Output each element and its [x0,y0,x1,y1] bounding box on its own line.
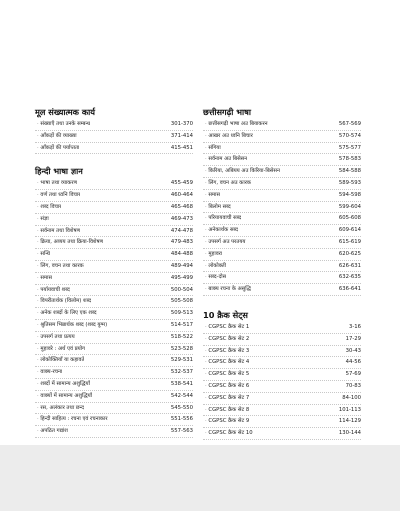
toc-entry-page-range: 455-459 [170,180,193,187]
toc-entry [203,225,361,237]
toc-entry [203,154,361,166]
toc-entry [35,119,193,131]
toc-entry [203,190,361,202]
toc-entry-page-range: 542-544 [170,392,193,399]
toc-entry [203,381,361,393]
toc-entry-page-range: 30-43 [345,347,361,354]
toc-entry [35,367,193,379]
toc-entry-title: · बिलोम सब्द [203,202,231,213]
toc-entry-page-range: 57-69 [345,371,361,378]
toc-entry [203,143,361,155]
toc-entry-page-range: 578-583 [338,156,361,163]
toc-entry [203,249,361,261]
toc-entry-page-range: 523-528 [170,345,193,352]
toc-entry-title: · विपरीतार्थक (विलोम) शब्द [35,296,91,307]
toc-entry [203,334,361,346]
toc-entry-title: · लोकोक्तियाँ या कहावतें [35,355,84,366]
toc-entry-title: · शब्दों में सामान्य अशुद्धियाँ [35,379,90,390]
toc-entry [35,214,193,226]
toc-entry-title: · क्रिया, अव्यय तथा क्रिया-विशेषण [35,237,103,248]
toc-entry [35,261,193,273]
toc-entry-title: · पर्यायवाची शब्द [35,285,70,296]
toc-entry-page-range: 500-504 [170,286,193,293]
toc-entry-title: · शब्द विचार [35,202,61,213]
section-title-chhattisgarhi: छत्तीसगढ़ी भाषा [203,107,251,117]
toc-entry-page-range: 3-16 [348,323,361,330]
toc-entry-title: · आँकड़ों की व्याख्या [35,131,77,142]
toc-entry-page-range: 509-513 [170,310,193,317]
toc-entry-title: · संज्ञा [35,214,49,225]
toc-entry-page-range: 479-483 [170,239,193,246]
toc-entry-page-range: 620-625 [338,250,361,257]
toc-entry-title: · लिंग, वचन तथा कारक [35,261,84,272]
toc-entry-title: · आखर अउ ध्वनि बिचार [203,131,253,142]
toc-entry-title: · सन्धि [35,249,50,260]
toc-entry [35,273,193,285]
toc-entry-page-range: 465-468 [170,203,193,210]
toc-entry-title: · CGPSC क्रैक सेट 6 [203,381,249,392]
toc-entry-page-range: 557-563 [170,428,193,435]
toc-entry [203,237,361,249]
toc-entry [35,285,193,297]
toc-entry-title: · वर्ण तथा ध्वनि विचार [35,190,80,201]
toc-entry [203,416,361,428]
toc-entry-title: · श्रुतिसम भिन्नार्थक शब्द (शब्द युग्म) [35,320,107,331]
toc-entry-page-range: 636-641 [338,286,361,293]
toc-entry-page-range: 484-488 [170,251,193,258]
toc-entry-page-range: 584-588 [338,168,361,175]
toc-entry-title: · अनेक शब्दों के लिए एक शब्द [35,308,97,319]
toc-entry-page-range: 538-541 [170,380,193,387]
toc-entry-title: · भाषा तथा व्याकरण [35,178,77,189]
toc-entry [35,143,193,155]
toc-entry-title: · CGPSC क्रैक सेट 1 [203,322,249,333]
toc-entry [35,403,193,415]
toc-entry-page-range: 609-614 [338,227,361,234]
toc-entry-page-range: 371-414 [170,132,193,139]
toc-entry [35,391,193,403]
toc-entry [203,178,361,190]
toc-entry-page-range: 567-569 [338,121,361,127]
toc-entry-page-range: 301-370 [170,121,193,127]
bottom-margin-band [0,445,400,511]
toc-entry [203,405,361,417]
toc-entry [203,357,361,369]
toc-entry-title: · CGPSC क्रैक सेट 2 [203,334,249,345]
toc-entry [203,284,361,296]
toc-entry-title: · सब्द-दोस [203,272,226,283]
toc-entry-title: · मुहावरे : अर्थ एवं प्रयोग [35,344,85,355]
toc-entry [35,226,193,238]
toc-entry-title: · परियायवाची सब्द [203,213,241,224]
toc-entry-page-range: 84-100 [342,394,361,401]
toc-entry-title: · लिंग, वचन अउ कारक [203,178,251,189]
toc-entry [203,272,361,284]
toc-entry [35,308,193,320]
toc-entry-title: · समास [203,190,220,201]
toc-entry-title: · समास [35,273,52,284]
toc-entry-title: · सर्वनाम तथा विशेषण [35,226,80,237]
toc-entry [203,261,361,273]
toc-entry-page-range: 489-494 [170,262,193,269]
toc-entry-page-range: 17-29 [345,335,361,342]
toc-entry-page-range: 495-499 [170,274,193,281]
toc-entry-page-range: 518-522 [170,333,193,340]
toc-entry-title: · उपसर्ग तथा प्रत्यय [35,332,75,343]
toc-entry [203,393,361,405]
toc-entry-page-range: 460-464 [170,192,193,199]
toc-entry-page-range: 474-478 [170,227,193,234]
toc-entry [35,296,193,308]
toc-entry-title: · छत्तीसगढ़ी भाषा अउ बियाकरन [203,119,268,130]
toc-entry-title: · संख्याएँ तथा उनके सम्बन्ध [35,119,90,130]
toc-entry-title: · CGPSC क्रैक सेट 9 [203,416,249,427]
toc-entry-title: · वाक्य-रचना [35,367,62,378]
toc-entry [203,119,361,131]
toc-entry [35,237,193,249]
toc-entry-title: · CGPSC क्रैक सेट 5 [203,369,249,380]
toc-entry-page-range: 575-577 [338,144,361,151]
toc-entry-page-range: 599-604 [338,203,361,210]
toc-entry-title: · वाक्यों में सामान्य अशुद्धियाँ [35,391,92,402]
toc-entry-page-range: 589-593 [338,179,361,186]
toc-entry-page-range: 605-608 [338,215,361,222]
section-title-numerical: मूल संख्यात्मक कार्य [35,107,95,117]
toc-entry-page-range: 632-635 [338,274,361,281]
toc-entry-page-range: 469-473 [170,215,193,222]
toc-entry-title: · संगिया [203,143,221,154]
toc-entry-title: · लोकोक्ती [203,261,226,272]
toc-entry-title: · CGPSC क्रैक सेट 10 [203,428,253,439]
toc-entry [203,213,361,225]
toc-right-column [203,106,361,440]
toc-entry-page-range: 615-619 [338,238,361,245]
toc-entry-title: · CGPSC क्रैक सेट 8 [203,405,249,416]
toc-list-chhattisgarhi [203,119,361,296]
toc-entry [35,131,193,143]
toc-entry-page-range: 529-531 [170,357,193,364]
toc-entry [35,344,193,356]
toc-entry-title: · उपसर्ग अउ परतयय [203,237,246,248]
toc-entry [35,178,193,190]
toc-entry [35,332,193,344]
toc-entry-title: · CGPSC क्रैक सेट 4 [203,357,249,368]
toc-entry-page-range: 551-556 [170,416,193,423]
toc-left-column [35,106,193,438]
section-title-crack-sets: 10 क्रैक सेट्स [203,309,248,320]
toc-entry-page-range: 594-598 [338,191,361,198]
toc-entry-title: · सर्वनाम अउ बिसेसन [203,154,247,165]
toc-entry-page-range: 101-113 [338,406,361,413]
toc-entry [203,428,361,440]
toc-entry [35,190,193,202]
toc-entry-title: · हिन्दी साहित्य : रचना एवं रचनाकार [35,414,108,425]
section-title-hindi: हिन्दी भाषा ज्ञान [35,166,83,177]
toc-entry [35,249,193,261]
toc-entry-title: · बाक्य रचना के असुद्धि [203,284,251,295]
toc-list-numerical [35,119,193,154]
toc-entry-title: · आँकड़ों की पर्याप्तता [35,143,79,154]
toc-entry-page-range: 545-550 [170,404,193,411]
toc-entry [35,320,193,332]
toc-entry-title: · मुहावरा [203,249,222,260]
toc-list-hindi [35,178,193,438]
toc-entry [203,202,361,214]
toc-entry [35,414,193,426]
toc-entry [203,322,361,334]
toc-entry-title: · अपठित गद्यांश [35,426,68,437]
toc-entry [35,355,193,367]
toc-entry-title: · रस, अलंकार तथा छन्द [35,403,84,414]
toc-list-crack-sets [203,322,361,440]
toc-entry-page-range: 626-631 [338,262,361,269]
toc-entry-page-range: 505-508 [170,298,193,305]
toc-entry-page-range: 70-83 [345,382,361,389]
toc-entry [35,426,193,438]
toc-entry [203,166,361,178]
toc-entry-title: · किरिया, अबियय अउ किरिया-बिसेसन [203,166,280,177]
toc-entry-page-range: 114-129 [338,418,361,425]
toc-entry-title: · CGPSC क्रैक सेट 7 [203,393,249,404]
toc-entry [203,346,361,358]
toc-entry [203,131,361,143]
toc-entry-page-range: 514-517 [170,321,193,328]
toc-entry-title: · CGPSC क्रैक सेट 3 [203,346,249,357]
toc-entry-page-range: 415-451 [170,144,193,151]
toc-entry-page-range: 570-574 [338,132,361,139]
toc-entry [35,202,193,214]
toc-entry-page-range: 130-144 [338,430,361,437]
toc-entry-title: · अनेकार्थक सब्द [203,225,238,236]
toc-entry [35,379,193,391]
toc-entry-page-range: 532-537 [170,369,193,376]
toc-entry-page-range: 44-56 [345,359,361,366]
toc-entry [203,369,361,381]
